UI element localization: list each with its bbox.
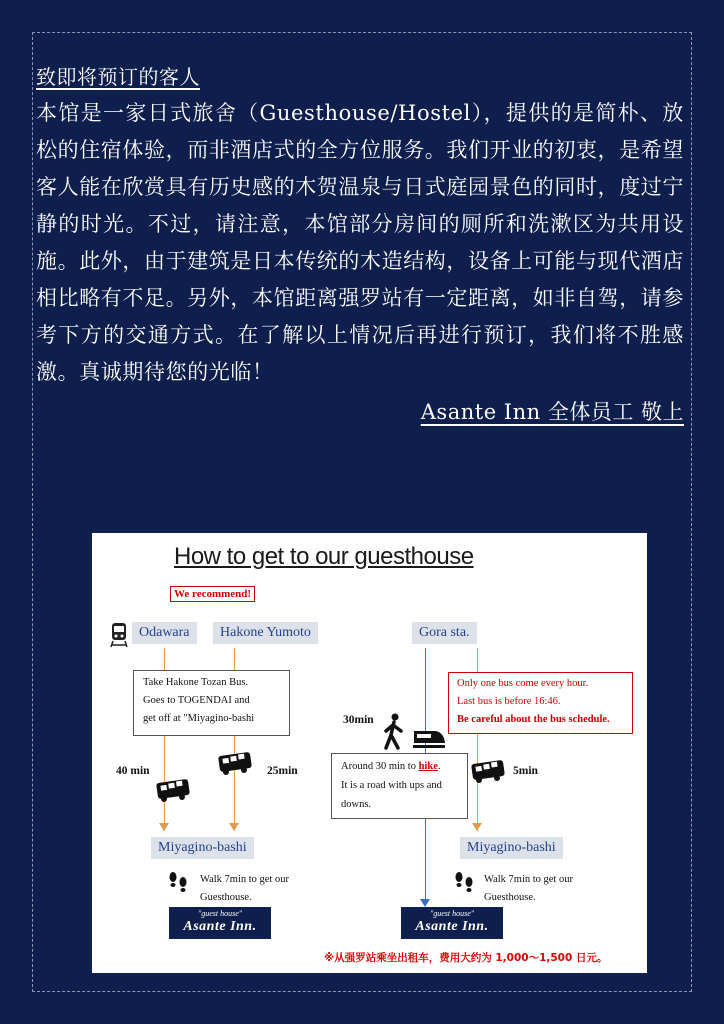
bus-instructions-box: Take Hakone Tozan Bus. Goes to TOGENDAI and get off at "Miyagino-bashi — [133, 670, 290, 736]
taxi-fare-note: ※从强罗站乘坐出租车，费用大约为 1,000～1,500 日元。 — [324, 952, 608, 964]
walk-time-label: 30min — [343, 714, 374, 726]
hike-instructions-box: Around 30 min to hike. It is a road with ups and downs. — [331, 753, 468, 819]
arrow-down-icon — [229, 823, 239, 831]
bus-icon — [218, 752, 252, 776]
footprints-icon — [166, 870, 190, 896]
station-odawara: Odawara — [132, 622, 197, 644]
train-car-icon — [412, 725, 446, 751]
gora-bus-notice: Only one bus come every hour. Last bus is before 16:46. Be careful about the bus schedule. — [448, 672, 633, 734]
arrow-down-icon — [472, 823, 482, 831]
gora-bus-time-label: 5min — [513, 765, 538, 777]
letter-salutation: 致即将预订的客人 — [36, 65, 200, 89]
bus-icon — [156, 779, 190, 803]
access-map — [92, 533, 647, 973]
train-icon — [110, 622, 128, 648]
guest-letter — [36, 62, 684, 427]
recommend-badge: We recommend! — [170, 586, 255, 602]
station-hakone-yumoto: Hakone Yumoto — [213, 622, 318, 644]
asante-inn-logo-right: "guest house" Asante Inn. — [401, 907, 503, 939]
footprints-icon — [452, 870, 476, 896]
station-gora: Gora sta. — [412, 622, 477, 644]
letter-signature: Asante Inn 全体员工 敬上 — [420, 400, 684, 424]
bus-icon — [471, 760, 505, 784]
yumoto-time-label: 25min — [267, 765, 298, 777]
arrow-down-icon — [420, 899, 430, 907]
destination-miyagino-bashi-right: Miyagino-bashi — [460, 837, 563, 859]
destination-miyagino-bashi-left: Miyagino-bashi — [151, 837, 254, 859]
map-title: How to get to our guesthouse — [174, 543, 474, 570]
asante-inn-logo-left: "guest house" Asante Inn. — [169, 907, 271, 939]
odawara-time-label: 40 min — [116, 765, 150, 777]
walk-note-right: Walk 7min to get our Guesthouse. — [484, 874, 573, 903]
arrow-down-icon — [159, 823, 169, 831]
walking-person-icon — [378, 713, 408, 750]
letter-body: 本馆是一家日式旅舍（Guesthouse/Hostel），提供的是简朴、放松的住宿体验，而非酒店式的全方位服务。我们开业的初衷，是希望客人能在欣赏具有历史感的木贺温泉与日式庭园景色的同时，度过宁静的时光。不过，请注意，本馆部分房间的厕所和洗漱区为共用设施。此外，由于建筑是日本传统的木造结构，设备上可能与现代酒店相比略有不足。另外，本馆距离强罗站有一定距离，如非自驾，请参考下方的交通方式。在了解以上情况后再进行预订，我们将不胜感激。真诚期待您的光临！ — [36, 101, 684, 384]
walk-note-left: Walk 7min to get our Guesthouse. — [200, 874, 289, 903]
